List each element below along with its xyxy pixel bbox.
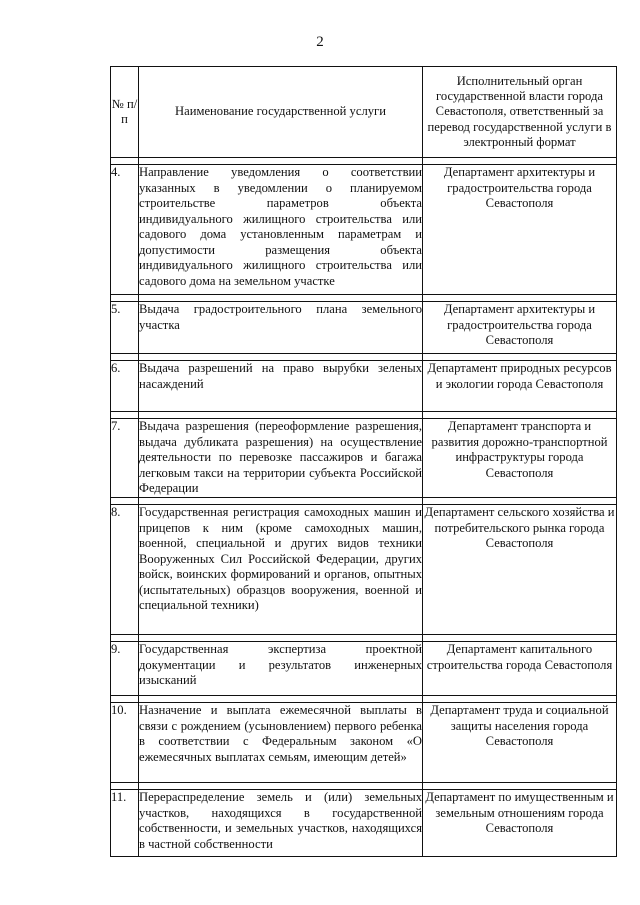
header-number: № п/п: [111, 67, 139, 158]
row-number: 10.: [111, 703, 139, 783]
row-gap: [111, 412, 617, 419]
table-header-row: [111, 67, 617, 158]
row-service-name: Выдача разрешения (переоформление разрешения, выдача дубликата разрешения) на осуществление деятельности по перевозке пассажиров и багажа легковым такси на территории субъекта Российской Федерации: [139, 419, 423, 498]
row-number: 4.: [111, 165, 139, 295]
table-row: [111, 642, 617, 696]
row-number: 11.: [111, 790, 139, 857]
row-responsible-body: Департамент транспорта и развития дорожно-транспортной инфраструктуры города Севастополя: [423, 419, 617, 498]
table-row: [111, 361, 617, 412]
table-row: [111, 165, 617, 295]
row-responsible-body: Департамент природных ресурсов и экологии города Севастополя: [423, 361, 617, 412]
row-responsible-body: Департамент архитектуры и градостроительства города Севастополя: [423, 302, 617, 354]
table-row: [111, 790, 617, 857]
row-gap: [111, 783, 617, 790]
row-service-name: Выдача градостроительного плана земельного участка: [139, 302, 423, 354]
row-number: 5.: [111, 302, 139, 354]
row-number: 6.: [111, 361, 139, 412]
row-service-name: Государственная экспертиза проектной документации и результатов инженерных изысканий: [139, 642, 423, 696]
row-number: 7.: [111, 419, 139, 498]
row-service-name: Направление уведомления о соответствии указанных в уведомлении о планируемом строительстве параметров объекта индивидуального жилищного строительства или садового дома установленным параметрам и допустимости размещения объекта индивидуального жилищного строительства или садового дома на земельном участке: [139, 165, 423, 295]
row-service-name: Перераспределение земель и (или) земельных участков, находящихся в государственной собственности, и земельных участков, находящихся в частной собственности: [139, 790, 423, 857]
header-service-name: Наименование государственной услуги: [139, 67, 423, 158]
row-responsible-body: Департамент по имущественным и земельным отношениям города Севастополя: [423, 790, 617, 857]
table-row: [111, 419, 617, 498]
services-table: [110, 66, 617, 857]
row-gap: [111, 635, 617, 642]
row-gap: [111, 498, 617, 505]
row-responsible-body: Департамент капитального строительства города Севастополя: [423, 642, 617, 696]
page-number: 2: [316, 34, 324, 50]
table-row: [111, 703, 617, 783]
row-number: 8.: [111, 505, 139, 635]
header-responsible-body: Исполнительный орган государственной власти города Севастополя, ответственный за перевод государственной услуги в электронный формат: [423, 67, 617, 158]
row-service-name: Государственная регистрация самоходных машин и прицепов к ним (кроме самоходных машин, военной, специальной и других видов техники Вооруженных Сил Российской Федерации, других войск, воинских формирований и органов, опытных (испытательных) образцов вооружения, военной и специальной техники): [139, 505, 423, 635]
row-gap: [111, 295, 617, 302]
row-number: 9.: [111, 642, 139, 696]
row-gap: [111, 158, 617, 165]
row-service-name: Назначение и выплата ежемесячной выплаты в связи с рождением (усыновлением) первого ребенка в соответствии с Федеральным законом «О ежемесячных выплатах семьям, имеющим детей»: [139, 703, 423, 783]
table-row: [111, 505, 617, 635]
row-service-name: Выдача разрешений на право вырубки зеленых насаждений: [139, 361, 423, 412]
row-responsible-body: Департамент сельского хозяйства и потребительского рынка города Севастополя: [423, 505, 617, 635]
row-gap: [111, 354, 617, 361]
row-gap: [111, 696, 617, 703]
row-responsible-body: Департамент архитектуры и градостроительства города Севастополя: [423, 165, 617, 295]
table-row: [111, 302, 617, 354]
row-responsible-body: Департамент труда и социальной защиты населения города Севастополя: [423, 703, 617, 783]
